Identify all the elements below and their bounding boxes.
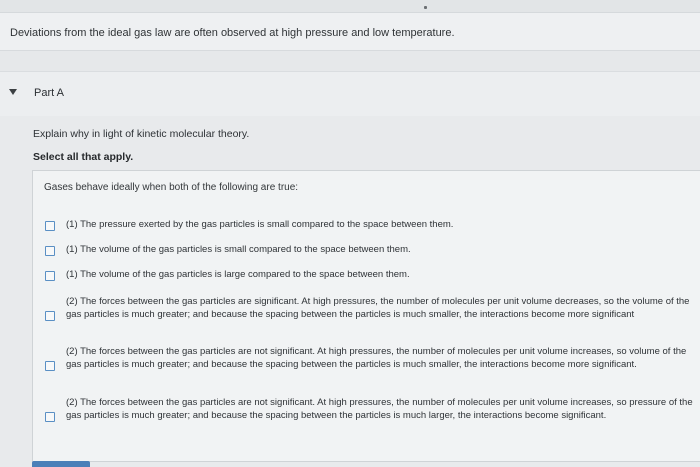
top-toolbar-strip xyxy=(0,0,700,13)
choice-2-label[interactable]: (1) The volume of the gas particles is small compared to the space between them. xyxy=(66,244,411,255)
choice-6-checkbox[interactable] xyxy=(45,412,55,422)
choice-5-label[interactable]: (2) The forces between the gas particles are not significant. At high pressures, the number of molecules per unit volume increases, so volume of the gas particles is much greater; and because the spacing between the particles is much smaller, the interactions become more significant. xyxy=(66,346,687,370)
choices-panel xyxy=(32,170,700,462)
choice-4-label[interactable]: (2) The forces between the gas particles are significant. At high pressures, the number of molecules per unit volume decreases, so the volume of the gas particles is much greater; and because the spacing between the particles is much smaller, the interactions become more significant xyxy=(66,296,690,320)
choice-2-checkbox[interactable] xyxy=(45,246,55,256)
part-a-header[interactable] xyxy=(0,71,700,117)
choices-lead: Gases behave ideally when both of the following are true: xyxy=(44,182,299,193)
choice-3-checkbox[interactable] xyxy=(45,271,55,281)
problem-intro xyxy=(0,13,700,51)
caret-down-icon[interactable] xyxy=(9,89,17,95)
choice-4-checkbox[interactable] xyxy=(45,311,55,321)
submit-button[interactable] xyxy=(32,461,90,467)
question-prompt: Explain why in light of kinetic molecular theory. xyxy=(33,128,250,140)
choice-5-checkbox[interactable] xyxy=(45,361,55,371)
choice-1-label[interactable]: (1) The pressure exerted by the gas particles is small compared to the space between them. xyxy=(66,219,454,230)
choice-1-checkbox[interactable] xyxy=(45,221,55,231)
intro-text: Deviations from the ideal gas law are often observed at high pressure and low temperature. xyxy=(10,27,455,39)
choice-6-label[interactable]: (2) The forces between the gas particles are not significant. At high pressures, the number of molecules per unit volume increases, so pressure of the gas particles is much greater; and because the spacing between the particles is much larger, the interactions become significant. xyxy=(66,397,693,421)
section-gap xyxy=(0,51,700,71)
part-title: Part A xyxy=(34,87,64,99)
part-a-content xyxy=(0,116,700,467)
scroll-marker-icon xyxy=(424,6,427,9)
choice-3-label[interactable]: (1) The volume of the gas particles is large compared to the space between them. xyxy=(66,269,410,280)
question-instruction: Select all that apply. xyxy=(33,151,134,163)
